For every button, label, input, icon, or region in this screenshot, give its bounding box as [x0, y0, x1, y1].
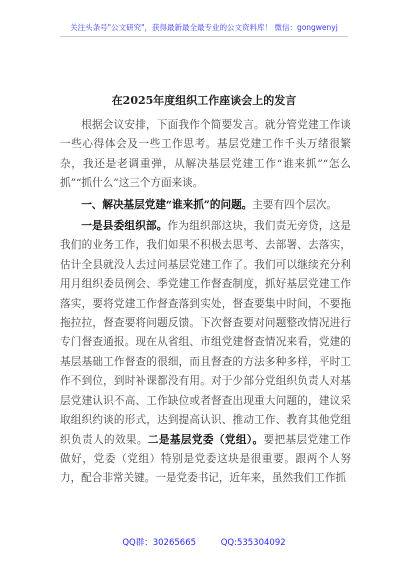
document-body [60, 116, 351, 489]
header-promo-note: 关注头条号"公文研究"，获得最新最全最专业的公文资料库！ 微信：gongwenyj [70, 23, 338, 32]
point-1-heading: 一是县委组织部。 [81, 220, 168, 233]
intro-paragraph: 根据会议安排，下面我作个简要发言。就分管党建工作谈一些心得体会及一些工作思考。基层党建工作千头万绪很繁杂，我还是老调重弹，从解决基层党建工作“谁来抓”“怎么抓”“抓什么”这三个方面来谈。 [60, 119, 351, 190]
section-1-heading: 一、解决基层党建“谁来抓”的问题。 [81, 198, 253, 211]
section-1-paragraph [60, 196, 351, 215]
header-divider [60, 36, 348, 37]
footer-qq-group: QQ群：30265665 [122, 538, 197, 548]
footer-contact [0, 536, 408, 548]
footer-qq: QQ:535304092 [220, 538, 286, 548]
point-1-paragraph [60, 217, 351, 489]
section-1-lead: 主要有四个层次。 [252, 198, 338, 211]
document-title: 在2025年度组织工作座谈会上的发言 [111, 94, 297, 107]
point-2-text: 要把基层党建工作做好，党委（党组）特别是党委这块是很重要。跟两个人努力，配合非常关键。一是党委书记，近年来，虽然我们工作抓 [60, 433, 352, 485]
point-2-heading: 二是基层党委（党组）。 [147, 433, 264, 446]
point-1-text: 作为组织部这块，我们责无旁贷，这是我们的业务工作，我们如果不积极去思考、去部署、去落实，估计全县就没人去过问基层党建工作了。我们可以继续充分利用月组织委员例会、季党建工作督查制度，抓好基层党建工作落实，要将党建工作督查落到实处，督查要集中时间，不要拖拖拉拉，督查要将问题反馈。下次督查要对问题整改情况进行专门督查通报。现在从省组、市组党建督查情况来看，党建的基层基础工作督查的很细，而且督查的方法多种多样，平时工作不到位，到时补课都没有用。对于少部分党组织负责人对基层党建认识不高、工作缺位或者督查出现重大问题的，建议采取组织约谈的形式，达到提高认识、推动工作、教育其他党组织负责人的效果。 [60, 220, 351, 446]
